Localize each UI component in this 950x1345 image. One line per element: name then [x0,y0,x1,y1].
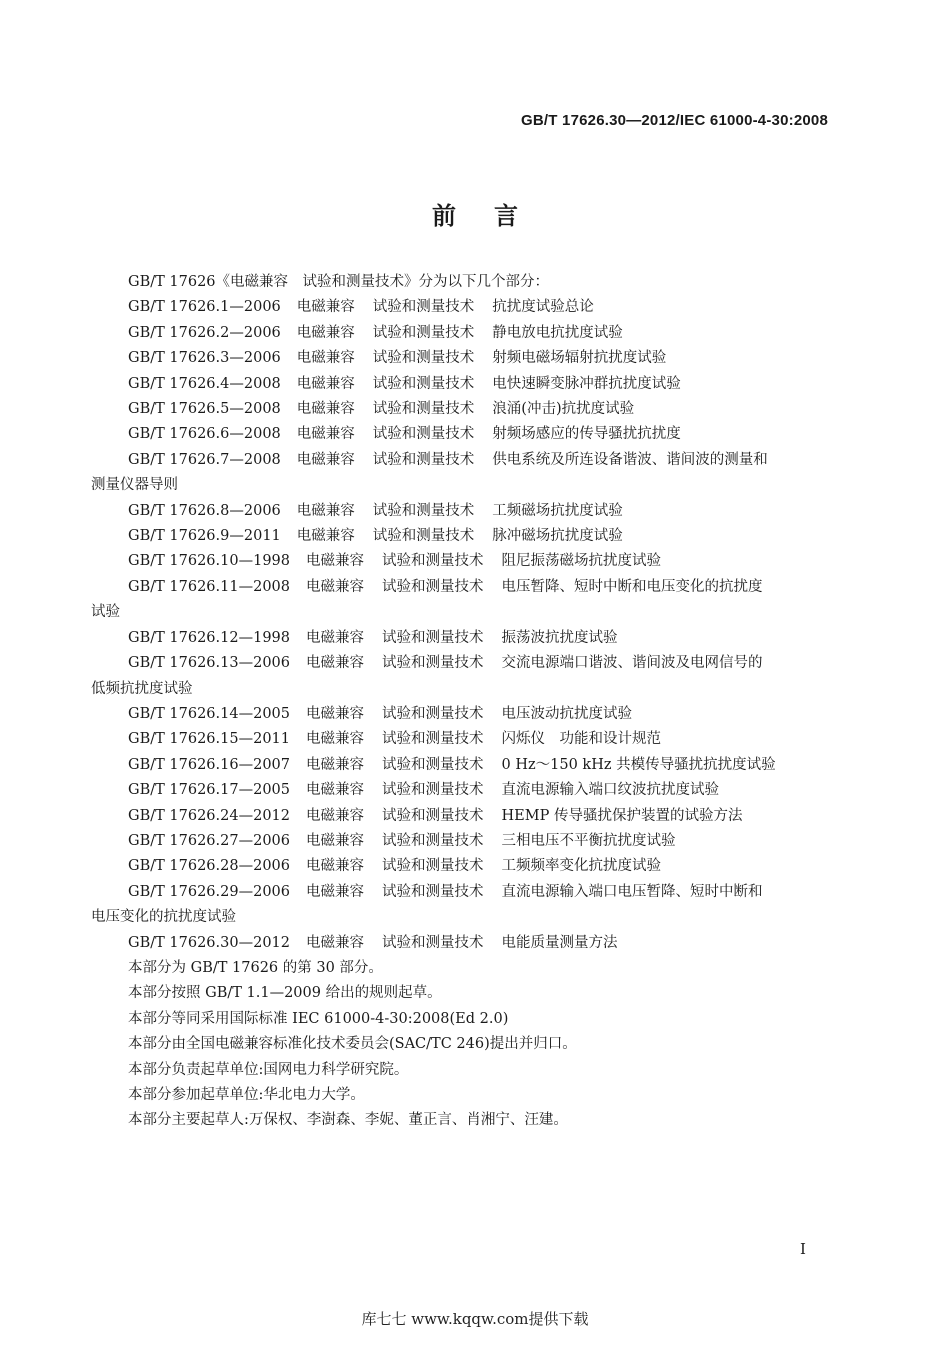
part-category: 电磁兼容 [296,324,355,341]
part-title: 电能质量测量方法 [501,934,618,951]
part-category: 电磁兼容 [296,426,355,443]
part-code: GB/T 17626.24—2012 [128,807,290,824]
part-category: 电磁兼容 [296,528,355,545]
part-title: 抗扰度试验总论 [492,299,594,316]
part-code: GB/T 17626.6—2008 [128,426,281,443]
part-entry [91,651,831,676]
part-subcategory: 试验和测量技术 [382,655,484,672]
part-entry [91,524,831,549]
part-code: GB/T 17626.30—2012 [128,934,290,951]
part-subcategory: 试验和测量技术 [372,528,475,545]
part-entry [91,448,831,473]
part-code: GB/T 17626.1—2006 [128,299,281,316]
part-code: GB/T 17626.28—2006 [128,858,290,875]
part-category: 电磁兼容 [306,553,364,570]
part-category: 电磁兼容 [296,299,355,316]
note-paragraph: 本部分主要起草人:万保权、李澍森、李妮、董正言、肖湘宁、汪建。 [128,1112,568,1129]
part-entry [91,778,831,803]
part-category: 电磁兼容 [296,375,355,392]
part-entry [91,931,831,956]
part-code: GB/T 17626.17—2005 [128,782,290,799]
part-code: GB/T 17626.5—2008 [128,401,281,418]
part-subcategory: 试验和测量技术 [382,731,484,748]
part-category: 电磁兼容 [296,451,355,468]
part-category: 电磁兼容 [296,502,355,519]
part-subcategory: 试验和测量技术 [382,782,484,799]
part-entry [91,854,831,879]
part-code: GB/T 17626.4—2008 [128,375,281,392]
preface-body [91,270,831,1134]
part-entry [91,321,831,346]
part-code: GB/T 17626.29—2006 [128,883,290,900]
part-code: GB/T 17626.14—2005 [128,705,290,722]
part-code: GB/T 17626.9—2011 [128,528,281,545]
part-title: 闪烁仪 功能和设计规范 [501,731,661,748]
part-code: GB/T 17626.8—2006 [128,502,281,519]
part-title: 直流电源输入端口纹波抗扰度试验 [501,782,719,799]
part-category: 电磁兼容 [306,655,364,672]
part-subcategory: 试验和测量技术 [372,350,475,367]
part-category: 电磁兼容 [306,858,364,875]
part-subcategory: 试验和测量技术 [372,324,475,341]
note-paragraph: 本部分由全国电磁兼容标准化技术委员会(SAC/TC 246)提出并归口。 [128,1036,577,1053]
part-code: GB/T 17626.12—1998 [128,629,290,646]
part-subcategory: 试验和测量技术 [382,705,484,722]
page-number: I [800,1240,806,1258]
part-title: 三相电压不平衡抗扰度试验 [501,832,676,849]
part-title: HEMP 传导骚扰保护装置的试验方法 [501,807,743,824]
part-category: 电磁兼容 [296,350,355,367]
part-title: 电压波动抗扰度试验 [501,705,632,722]
part-entry [91,372,831,397]
notes-list [91,956,831,1134]
part-subcategory: 试验和测量技术 [382,629,484,646]
document-header: GB/T 17626.30—2012/IEC 61000-4-30:2008 [521,112,828,129]
part-entry [91,422,831,447]
part-title: 脉冲磁场抗扰度试验 [492,528,623,545]
part-title: 0 Hz～150 kHz 共模传导骚扰抗扰度试验 [501,756,776,773]
part-category: 电磁兼容 [306,756,364,773]
part-subcategory: 试验和测量技术 [372,401,475,418]
part-title: 浪涌(冲击)抗扰度试验 [492,401,635,418]
part-code: GB/T 17626.16—2007 [128,756,290,773]
part-subcategory: 试验和测量技术 [372,426,475,443]
part-title-continuation: 低频抗扰度试验 [91,680,193,697]
part-title: 供电系统及所连设备谐波、谐间波的测量和 [492,451,768,468]
part-entry [91,346,831,371]
part-code: GB/T 17626.2—2006 [128,324,281,341]
part-entry [91,829,831,854]
part-entry [91,880,831,905]
part-entry [91,753,831,778]
part-category: 电磁兼容 [296,401,355,418]
download-footer: 库七七 www.kqqw.com提供下载 [361,1310,589,1328]
part-code: GB/T 17626.3—2006 [128,350,281,367]
part-title: 射频场感应的传导骚扰抗扰度 [492,426,681,443]
part-category: 电磁兼容 [306,731,364,748]
part-entry [91,397,831,422]
part-entry [91,549,831,574]
part-entry [91,499,831,524]
part-title: 工频磁场抗扰度试验 [492,502,623,519]
note-paragraph: 本部分等同采用国际标准 IEC 61000-4-30:2008(Ed 2.0) [128,1010,509,1027]
note-paragraph: 本部分参加起草单位:华北电力大学。 [128,1087,365,1103]
part-subcategory: 试验和测量技术 [382,934,484,951]
parts-list [91,295,831,956]
part-subcategory: 试验和测量技术 [382,858,484,875]
part-category: 电磁兼容 [306,934,364,951]
part-title: 振荡波抗扰度试验 [501,629,618,646]
part-code: GB/T 17626.15—2011 [128,731,290,748]
part-code: GB/T 17626.27—2006 [128,832,290,849]
part-subcategory: 试验和测量技术 [372,502,475,519]
part-title: 电压暂降、短时中断和电压变化的抗扰度 [501,578,763,595]
part-title: 静电放电抗扰度试验 [492,324,623,341]
part-title: 工频频率变化抗扰度试验 [501,858,661,875]
part-code: GB/T 17626.7—2008 [128,451,281,468]
part-title: 电快速瞬变脉冲群抗扰度试验 [492,375,681,392]
part-entry [91,575,831,600]
part-entry [91,702,831,727]
part-subcategory: 试验和测量技术 [382,883,484,900]
part-subcategory: 试验和测量技术 [372,451,475,468]
intro-paragraph: GB/T 17626《电磁兼容 试验和测量技术》分为以下几个部分： [128,274,550,290]
part-category: 电磁兼容 [306,705,364,722]
part-title-continuation: 电压变化的抗扰度试验 [91,909,236,926]
part-code: GB/T 17626.10—1998 [128,553,290,570]
part-subcategory: 试验和测量技术 [372,375,475,392]
part-category: 电磁兼容 [306,578,364,595]
part-entry [91,727,831,752]
part-category: 电磁兼容 [306,883,364,900]
part-subcategory: 试验和测量技术 [382,553,484,570]
part-category: 电磁兼容 [306,807,364,824]
part-title: 直流电源输入端口电压暂降、短时中断和 [501,883,763,900]
part-title: 交流电源端口谐波、谐间波及电网信号的 [501,655,763,672]
page-title: 前言 [432,202,556,230]
part-subcategory: 试验和测量技术 [382,578,484,595]
part-category: 电磁兼容 [306,832,364,849]
part-entry [91,626,831,651]
part-title: 射频电磁场辐射抗扰度试验 [492,350,667,367]
part-title-continuation: 测量仪器导则 [91,477,178,494]
part-title-continuation: 试验 [91,604,120,621]
part-category: 电磁兼容 [306,629,364,646]
part-subcategory: 试验和测量技术 [382,756,484,773]
part-subcategory: 试验和测量技术 [382,807,484,824]
part-code: GB/T 17626.13—2006 [128,655,290,672]
part-entry [91,295,831,320]
part-code: GB/T 17626.11—2008 [128,578,290,595]
part-entry [91,804,831,829]
note-paragraph: 本部分负责起草单位:国网电力科学研究院。 [128,1061,409,1078]
part-category: 电磁兼容 [306,782,364,799]
note-paragraph: 本部分按照 GB/T 1.1—2009 给出的规则起草。 [128,985,442,1002]
part-title: 阻尼振荡磁场抗扰度试验 [501,553,661,570]
note-paragraph: 本部分为 GB/T 17626 的第 30 部分。 [128,959,383,976]
part-subcategory: 试验和测量技术 [372,299,475,316]
part-subcategory: 试验和测量技术 [382,832,484,849]
